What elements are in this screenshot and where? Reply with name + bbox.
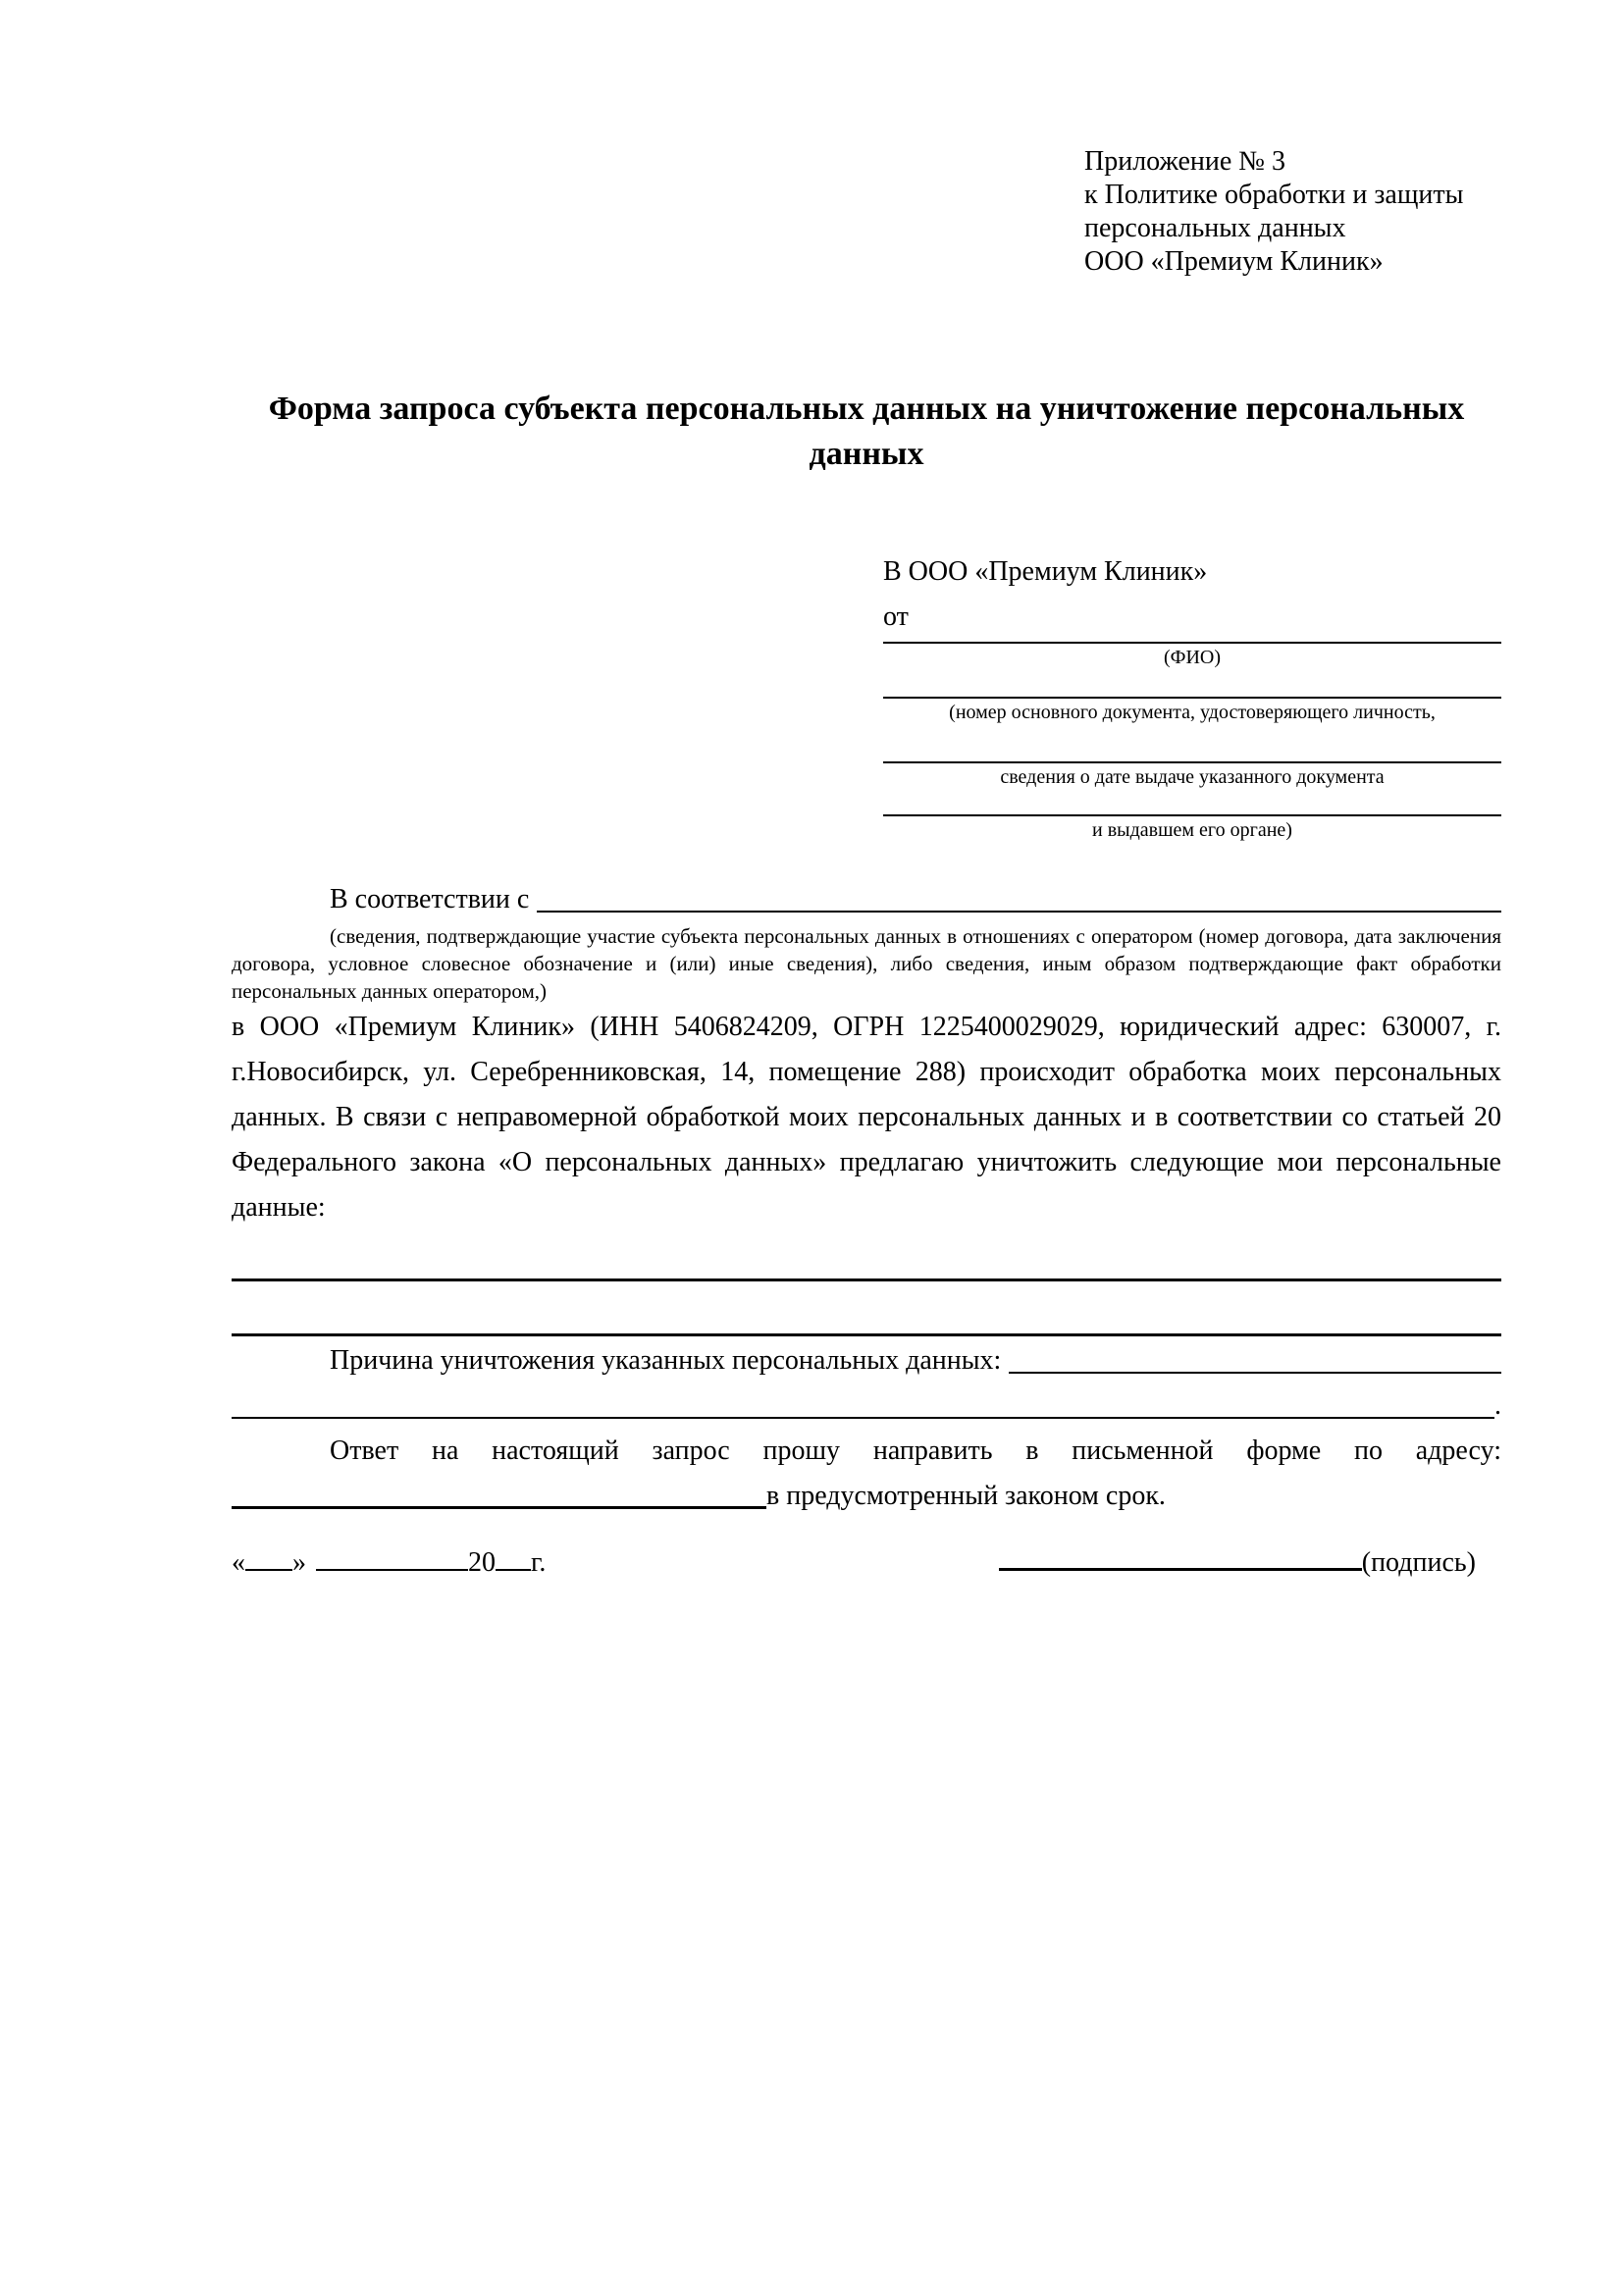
accordance-prefix: В соответствии с [330,884,530,914]
main-paragraph: в ООО «Премиум Клиник» (ИНН 5406824209, ОГРН 1225400029029, юридический адрес: 630007, г. г.Новосибирск, ул. Серебренниковская, 14, помещение 288) происходит обработка моих персональных данных. В связи с неправомерной обработкой моих персональных данных и в соответствии со статьей 20 Федерального закона «О персональных данных» предлагаю уничтожить следующие мои персональные данные: [232,1012,1501,1223]
date-field [232,1540,546,1586]
signature-blank-line [999,1543,1362,1571]
address-blank-line [232,1474,766,1509]
document-title: Форма запроса субъекта персональных данных на уничтожение персональных данных [268,391,1465,472]
addressee-block [883,555,1501,842]
fio-field [883,642,1501,669]
personal-data-blank-line-2 [232,1281,1501,1336]
date-close-quote: » [292,1547,306,1578]
date-signature-row [232,1540,1501,1586]
issue-date-caption: сведения о дате выдаче указанного документа [1000,766,1385,788]
reason-label: Причина уничтожения указанных персональных данных: [330,1345,1002,1376]
personal-data-blank-line-1 [232,1238,1501,1281]
issuing-authority-field [883,814,1501,842]
day-blank [245,1543,292,1571]
address-line [232,1474,1501,1519]
issuing-authority-caption: и выдавшем его органе) [1092,819,1292,841]
month-blank [316,1543,468,1571]
response-suffix: в предусмотренный законом срок. [766,1481,1166,1511]
reason-blank-line [1009,1338,1501,1374]
signature-caption: (подпись) [1361,1547,1476,1578]
year-suffix: г. [531,1547,547,1578]
issue-date-field [883,761,1501,789]
accordance-note: (сведения, подтверждающие участие субъекта персональных данных в отношениях с оператором (номер договора, дата заключения договора, условное словесное обозначение и (или) иные сведения), либо сведения, иным образом подтверждающие факт обработки персональных данных оператором,) [232,924,1501,1003]
fio-caption: (ФИО) [1163,647,1221,668]
year-prefix: 20 [468,1547,496,1578]
appendix-line: персональных данных [1084,213,1346,243]
appendix-line: к Политике обработки и защиты [1084,180,1464,210]
addressee-from-label: от [883,601,909,632]
reason-line [232,1338,1501,1383]
reason-blank-line-2 [232,1383,1494,1419]
document-number-field [883,697,1501,724]
accordance-line [232,877,1501,922]
signature-field [999,1540,1476,1586]
appendix-line: Приложение № 3 [1084,146,1285,177]
response-paragraph: Ответ на настоящий запрос прошу направить в письменной форме по адресу: [330,1435,1501,1466]
year-blank [496,1543,531,1571]
reason-continuation-line [232,1383,1501,1429]
reason-terminator: . [1494,1390,1501,1421]
date-open-quote: « [232,1547,245,1578]
appendix-header [1084,145,1501,279]
document-number-caption: (номер основного документа, удостоверяющего личность, [949,702,1436,723]
appendix-line: ООО «Премиум Клиник» [1084,246,1384,277]
accordance-blank-line [537,877,1501,913]
addressee-to: В ООО «Премиум Клиник» [883,556,1208,587]
